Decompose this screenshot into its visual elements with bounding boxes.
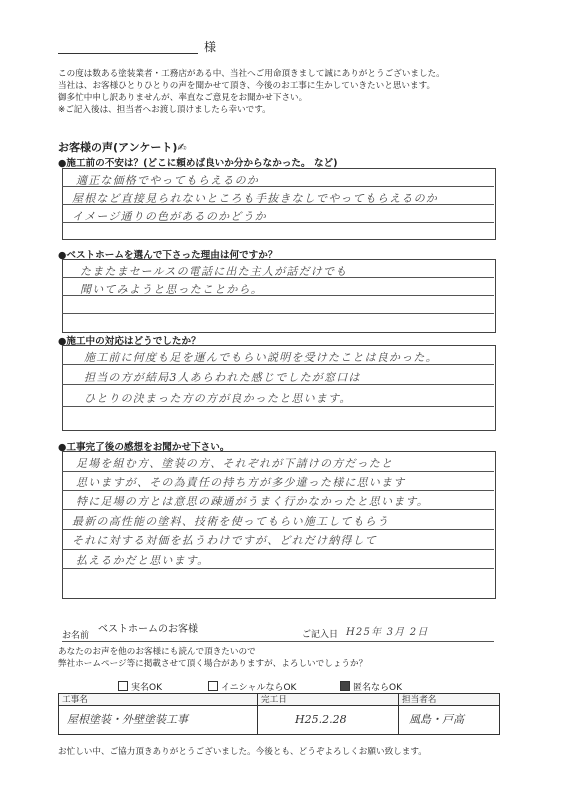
table-divider: [398, 694, 399, 734]
answer-rule: [62, 406, 494, 407]
intro-text: [58, 68, 528, 116]
option-label: 実名OK: [131, 683, 162, 693]
date-label: ご記入日: [302, 630, 339, 640]
answer-rule: [62, 568, 494, 569]
question-title-3: ●施工中の対応はどうでしたか？: [58, 336, 201, 347]
answer-rule: [62, 549, 494, 550]
footer-underline: [62, 641, 494, 642]
answer-rule: [62, 471, 494, 472]
handwritten-answer: たまたまセールスの電話に出た主人が話だけでも: [80, 265, 348, 278]
handwritten-answer: 特に足場の方とは意思の疎通がうまく行かなかったと思います。: [76, 495, 429, 508]
handwritten-answer: 思いますが、その為責任の持ち方が多少違った様に思います: [76, 476, 406, 489]
handwritten-answer: それに対する対価を払うわけですが、どれだけ納得して: [72, 534, 377, 547]
checkbox-checked-icon[interactable]: [340, 681, 350, 691]
completion-date-value: H25.2.28: [295, 713, 347, 726]
answer-rule: [62, 509, 494, 510]
name-value: ベストホームのお客様: [98, 624, 198, 635]
survey-title: お客様の声(アンケート)✍: [58, 141, 187, 154]
question-title-1: ●施工前の不安は？(どこに頼めば良いか分からなかった。 など): [58, 158, 338, 169]
handwritten-answer: ひとりの決まった方の方が良かったと思います。: [84, 392, 352, 405]
handwritten-answer: イメージ通りの色があるのかどうか: [72, 210, 267, 223]
handwritten-answer: 担当の方が結局3人あらわれた感じでしたが窓口は: [84, 371, 361, 384]
option-initials[interactable]: [208, 680, 296, 693]
project-table: [58, 693, 500, 735]
intro-line: 御多忙中申し訳ありませんが、率直なご意見をお聞かせ下さい。: [58, 93, 308, 103]
consent-line: 弊社ホームページ等に掲載させて頂く場合がありますが、よろしいでしょうか？: [58, 659, 368, 669]
date-value: H25年 3月 2日: [346, 627, 429, 638]
header-completion-date: 完工日: [258, 694, 398, 706]
handwritten-answer: 払えるかだと思います。: [76, 554, 210, 567]
question-title-2: ●ベストホームを選んで下さった理由は何ですか？: [58, 250, 278, 261]
handwritten-answer: 最新の高性能の塗料、技術を使ってもらい施工してもらう: [72, 515, 390, 528]
closing-message: お忙しい中、ご協力頂きありがとうございました。今後とも、どうぞよろしくお願い致します。: [58, 747, 427, 757]
project-name-value: 屋根塗装・外壁塗装工事: [67, 713, 188, 726]
intro-line: この度は数ある塗装業者・工務店がある中、当社へご用命頂きまして誠にありがとうございました。: [58, 69, 445, 79]
header-project-name: 工事名: [59, 694, 257, 706]
question-title-4: ●工事完了後の感想をお聞かせ下さい。: [58, 442, 230, 453]
header-staff-name: 担当者名: [399, 694, 499, 706]
option-label: 匿名ならOK: [353, 683, 402, 693]
checkbox-icon[interactable]: [208, 681, 218, 691]
option-label: イニシャルならOK: [221, 683, 297, 693]
honorific-sama: 様: [204, 40, 217, 54]
name-label: お名前: [62, 631, 90, 641]
answer-rule: [62, 529, 494, 530]
option-anonymous[interactable]: [340, 680, 402, 693]
checkbox-icon[interactable]: [118, 681, 128, 691]
customer-name-line: [58, 52, 198, 54]
intro-line: ※ご記入後は、担当者へお渡し頂けましたら幸いです。: [58, 105, 271, 115]
table-divider: [257, 694, 258, 734]
staff-name-value: 風島・戸高: [409, 713, 464, 726]
handwritten-answer: 足場を組む方、塗装の方、それぞれが下請けの方だったと: [76, 457, 394, 470]
handwritten-answer: 施工前に何度も足を運んでもらい説明を受けたことは良かった。: [84, 351, 438, 364]
handwritten-answer: 屋根など直接見られないところも手抜きなしでやってもらえるのか: [72, 192, 438, 205]
answer-rule: [62, 313, 494, 314]
handwritten-answer: 適正な価格でやってもらえるのか: [76, 174, 259, 187]
consent-line: あなたのお声を他のお客様にも読んで頂きたいので: [58, 647, 256, 657]
option-real-name[interactable]: [118, 680, 162, 693]
answer-rule: [62, 490, 494, 491]
intro-line: 当社は、お客様ひとりひとりの声を聞かせて頂き、今後のお工事に生かしていきたいと思います。: [58, 81, 436, 91]
handwritten-answer: 聞いてみようと思ったことから。: [80, 283, 263, 296]
